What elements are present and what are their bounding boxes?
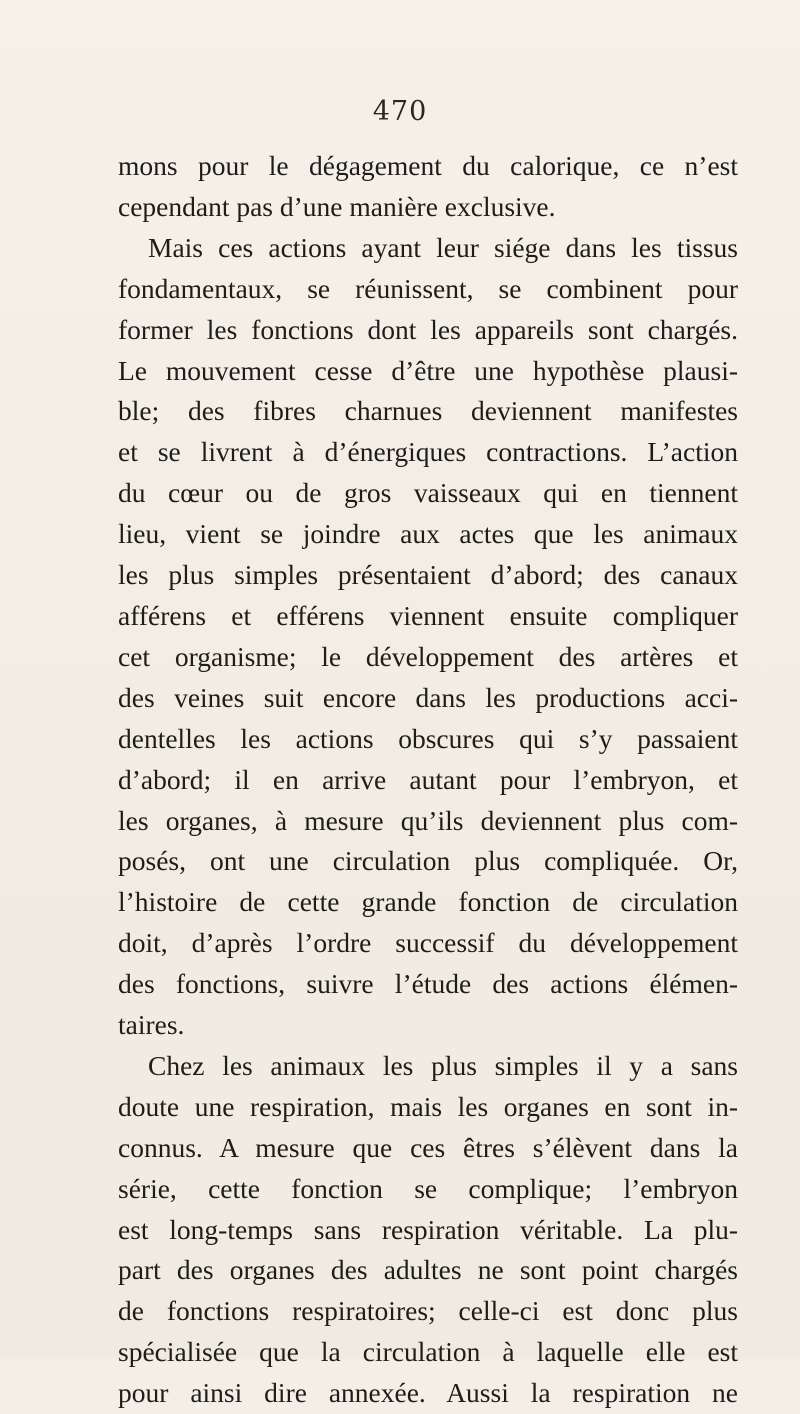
text-line: former les fonctions dont les appareils sont chargés. [118, 313, 738, 345]
text-line: doute une respiration, mais les organes en sont in- [118, 1090, 738, 1122]
text-line: d’abord; il en arrive autant pour l’embryon, et [118, 763, 738, 795]
text-line: taires. [118, 1009, 185, 1041]
text-line: les organes, à mesure qu’ils deviennent plus com- [118, 804, 738, 836]
text-line: Mais ces actions ayant leur siége dans les tissus [148, 231, 738, 263]
text-line: cet organisme; le développement des artères et [118, 640, 738, 672]
text-line: afférens et efférens viennent ensuite compliquer [118, 599, 738, 631]
text-line: posés, ont une circulation plus compliquée. Or, [118, 845, 738, 877]
text-line: fondamentaux, se réunissent, se combinent pour [118, 272, 738, 304]
page-number: 470 [372, 96, 428, 127]
text-line: des fonctions, suivre l’étude des actions élémen- [118, 968, 738, 1000]
text-line: Chez les animaux les plus simples il y a sans [148, 1049, 738, 1081]
text-line: spécialisée que la circulation à laquelle elle est [118, 1336, 738, 1368]
text-line: mons pour le dégagement du calorique, ce n’est [118, 150, 738, 181]
text-line: connus. A mesure que ces êtres s’élèvent dans la [118, 1131, 738, 1163]
text-line: série, cette fonction se complique; l’embryon [118, 1172, 738, 1204]
text-line: lieu, vient se joindre aux actes que les animaux [118, 518, 738, 550]
text-line: de fonctions respiratoires; celle-ci est donc plus [118, 1295, 738, 1327]
text-line: dentelles les actions obscures qui s’y passaient [118, 722, 738, 754]
text-line: les plus simples présentaient d’abord; des canaux [118, 559, 738, 591]
text-line: Le mouvement cesse d’être une hypothèse plausi- [118, 354, 738, 386]
text-line: doit, d’après l’ordre successif du développement [118, 927, 738, 959]
text-line: part des organes des adultes ne sont point chargés [118, 1254, 738, 1286]
text-line: l’histoire de cette grande fonction de circulation [118, 886, 738, 918]
text-line: pour ainsi dire annexée. Aussi la respiration ne [118, 1377, 738, 1409]
text-line: est long-temps sans respiration véritable. La plu- [118, 1213, 738, 1245]
text-line: et se livrent à d’énergiques contractions. L’action [118, 436, 738, 468]
body-text [118, 146, 738, 1414]
text-line: du cœur ou de gros vaisseaux qui en tiennent [118, 477, 738, 509]
text-line: ble; des fibres charnues deviennent manifestes [118, 395, 738, 427]
text-line: cependant pas d’une manière exclusive. [118, 190, 556, 222]
text-line: des veines suit encore dans les productions acci- [118, 681, 738, 713]
